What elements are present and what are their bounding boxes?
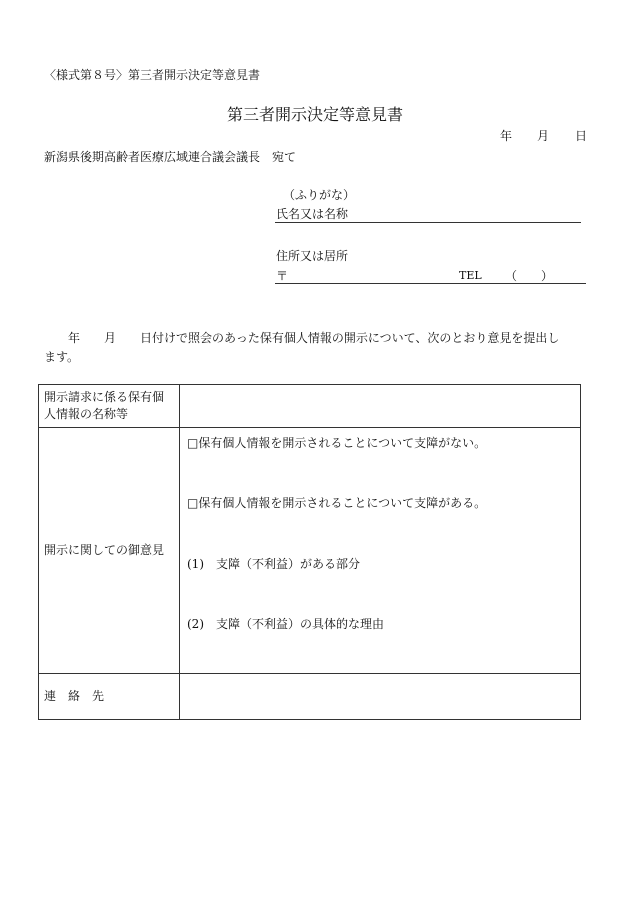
- table-row-contact: [39, 674, 581, 720]
- postal-mark: 〒: [276, 269, 289, 283]
- body-text-line2: ます。: [44, 350, 80, 364]
- contact-label-cell: [39, 674, 180, 720]
- item-affected-part: (1) 支障（不利益）がある部分: [187, 557, 360, 571]
- address-underline[interactable]: [275, 283, 586, 284]
- info-name-label-line1: 開示請求に係る保有個: [44, 390, 165, 404]
- opinion-label-cell: [39, 428, 180, 674]
- option-objection[interactable]: □保有個人情報を開示されることについて支障がある。: [187, 496, 487, 510]
- option-no-objection[interactable]: □保有個人情報を開示されることについて支障がない。: [187, 436, 487, 450]
- date-day: 日: [575, 129, 588, 143]
- opinion-table: [38, 384, 581, 720]
- tel-parens: （ ）: [505, 269, 554, 283]
- item-specific-reason: (2) 支障（不利益）の具体的な理由: [187, 617, 384, 631]
- contact-value-cell[interactable]: [180, 674, 581, 720]
- name-underline[interactable]: [275, 222, 581, 223]
- opinion-label: 開示に関しての御意見: [44, 543, 165, 557]
- info-name-label-line2: 人情報の名称等: [44, 407, 129, 421]
- info-name-value-cell[interactable]: [180, 385, 581, 428]
- date-month: 月: [537, 129, 550, 143]
- name-label: 氏名又は名称: [276, 207, 349, 221]
- date-year: 年: [500, 129, 513, 143]
- addressee: 新潟県後期高齢者医療広域連合議会議長 宛て: [44, 150, 297, 164]
- opinion-value-cell[interactable]: [180, 428, 581, 674]
- info-name-label-cell: [39, 385, 180, 428]
- page-title: 第三者開示決定等意見書: [226, 105, 403, 124]
- address-label: 住所又は居所: [276, 249, 349, 263]
- tel-label: TEL: [459, 269, 482, 282]
- body-text-line1: 年 月 日付けで照会のあった保有個人情報の開示について、次のとおり意見を提出し: [44, 331, 560, 345]
- form-number-label: 〈様式第８号〉第三者開示決定等意見書: [44, 68, 261, 82]
- furigana-label: （ふりがな）: [283, 188, 356, 202]
- table-row-info-name: [39, 385, 581, 428]
- contact-label: 連 絡 先: [44, 689, 105, 703]
- table-row-opinion: [39, 428, 581, 674]
